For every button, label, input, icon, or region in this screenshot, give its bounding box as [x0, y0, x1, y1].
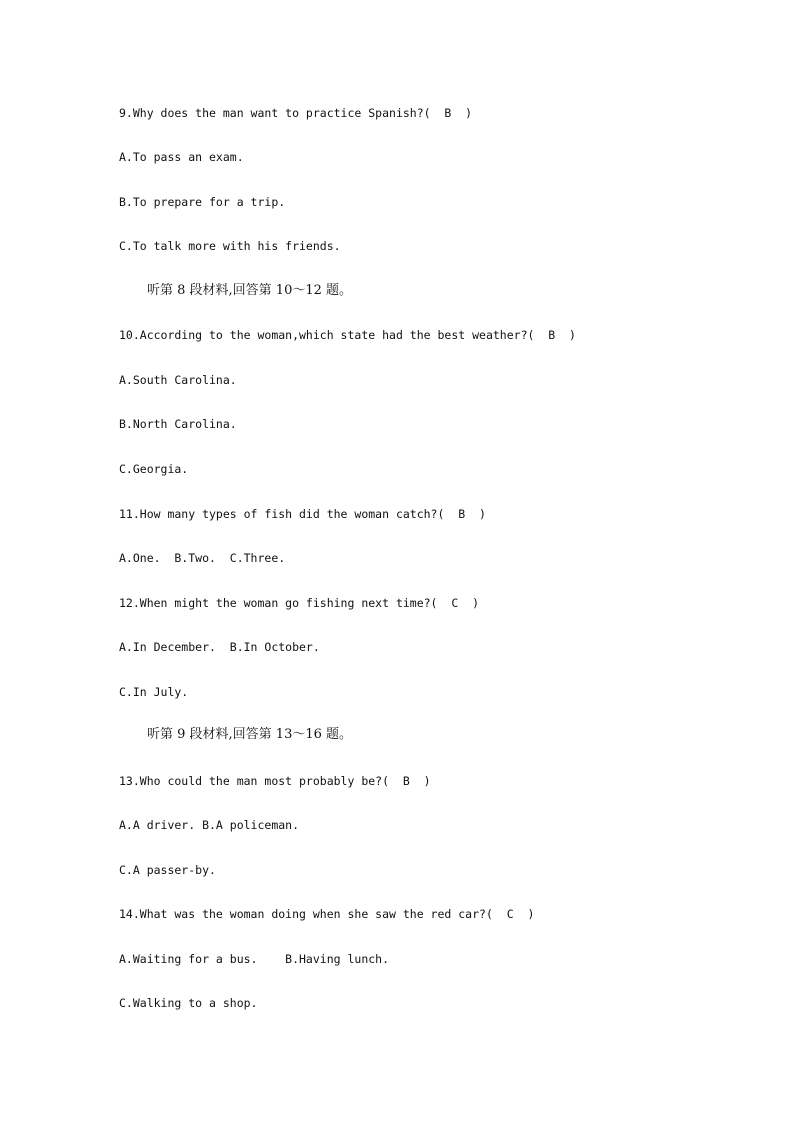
question-10: 10.According to the woman,which state had the best weather?( B )	[119, 328, 576, 342]
option-10b: B.North Carolina.	[119, 417, 237, 431]
option-13c: C.A passer-by.	[119, 863, 216, 877]
options-13ab: A.A driver. B.A policeman.	[119, 818, 300, 832]
option-9c: C.To talk more with his friends.	[119, 239, 341, 253]
option-14c: C.Walking to a shop.	[119, 996, 258, 1010]
option-9a: A.To pass an exam.	[119, 150, 244, 164]
option-12c: C.In July.	[119, 685, 189, 699]
options-12ab: A.In December. B.In October.	[119, 640, 320, 654]
section-heading-9: 听第 9 段材料,回答第 13～16 题。	[147, 727, 353, 742]
question-13: 13.Who could the man most probably be?( B )	[119, 774, 431, 788]
question-11: 11.How many types of fish did the woman catch?( B )	[119, 507, 486, 521]
question-12: 12.When might the woman go fishing next time?( C )	[119, 596, 480, 610]
option-10c: C.Georgia.	[119, 462, 189, 476]
section-heading-8: 听第 8 段材料,回答第 10～12 题。	[147, 283, 353, 298]
option-10a: A.South Carolina.	[119, 373, 237, 387]
option-9b: B.To prepare for a trip.	[119, 195, 286, 209]
question-9: 9.Why does the man want to practice Spanish?( B )	[119, 106, 473, 120]
options-11: A.One. B.Two. C.Three.	[119, 551, 286, 565]
options-14ab: A.Waiting for a bus. B.Having lunch.	[119, 952, 390, 966]
question-14: 14.What was the woman doing when she saw the red car?( C )	[119, 907, 535, 921]
